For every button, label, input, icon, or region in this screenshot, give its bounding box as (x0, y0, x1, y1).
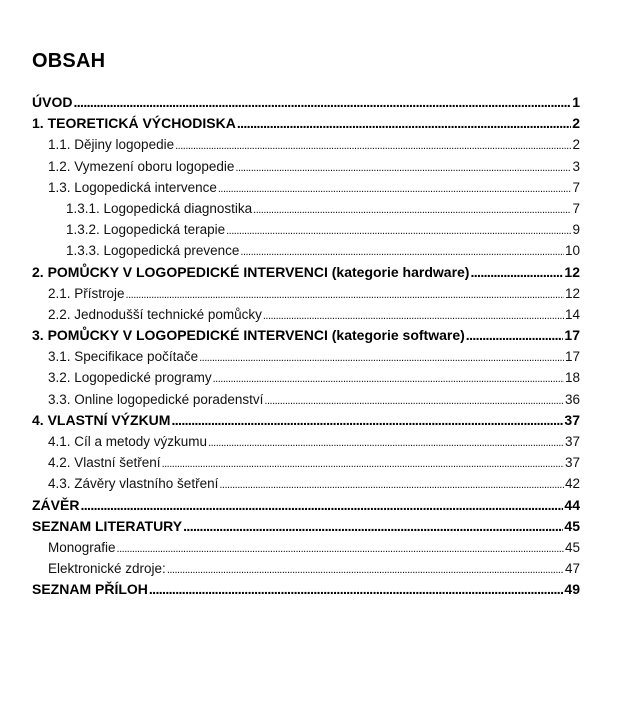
toc-entry-page-number: 36 (564, 391, 580, 407)
toc-entry-title: 1.3.2. Logopedická terapie (66, 222, 226, 238)
toc-entry (32, 367, 580, 388)
dot-leader (199, 346, 564, 367)
toc-entry-page-number: 42 (564, 476, 580, 492)
toc-entry-title: 1.3.1. Logopedická diagnostika (66, 200, 253, 216)
dot-leader (213, 367, 564, 388)
dot-leader (240, 240, 564, 261)
dot-leader (218, 177, 572, 198)
toc-entry-page-number: 37 (564, 455, 580, 471)
toc-entry-page-number: 45 (564, 539, 580, 555)
dot-leader (126, 283, 564, 304)
toc-entry-page-number: 2 (572, 115, 580, 132)
toc-entry-title: 1.3.3. Logopedická prevence (66, 243, 240, 259)
toc-entry-title: 2.2. Jednodušší technické pomůcky (48, 306, 262, 322)
dot-leader (80, 495, 563, 516)
toc-entry-page-number: 37 (564, 434, 580, 449)
toc-entry (32, 389, 580, 410)
toc-entry (32, 558, 580, 579)
toc-entry-page-number: 47 (564, 561, 580, 577)
toc-entry-page-number: 17 (564, 349, 580, 365)
dot-leader (162, 452, 564, 473)
toc-entry-title: Monografie (48, 539, 116, 555)
toc-entry-page-number: 3 (572, 158, 580, 174)
toc-entry-title: 3. POMŮCKY V LOGOPEDICKÉ INTERVENCI (kategorie software) (32, 327, 465, 344)
toc-entry-title: 4. VLASTNÍ VÝZKUM (32, 411, 171, 428)
dot-leader (183, 516, 563, 537)
toc-entry-title: 4.1. Cíl a metody výzkumu (48, 434, 208, 449)
toc-entry (32, 177, 580, 198)
toc-entry-page-number: 18 (564, 370, 580, 386)
toc-entry-page-number: 44 (564, 496, 580, 513)
dot-leader (171, 410, 563, 431)
toc-entry-title: 1.3. Logopedická intervence (48, 179, 217, 195)
toc-heading: OBSAH (32, 50, 106, 72)
toc-entry-title: SEZNAM LITERATURY (32, 517, 183, 534)
toc-entry-title: 2.1. Přístroje (48, 285, 125, 301)
toc-entry-page-number: 10 (564, 243, 580, 259)
toc-entry-page-number: 7 (572, 179, 580, 195)
toc-entry (32, 346, 580, 367)
toc-entry-title: 1.1. Dějiny logopedie (48, 137, 175, 153)
toc-entry-page-number: 1 (572, 94, 580, 110)
dot-leader (237, 113, 571, 134)
dot-leader (253, 198, 571, 219)
toc-entry (32, 92, 580, 113)
toc-entry (32, 516, 580, 537)
toc-entry (32, 283, 580, 304)
toc-entry-title: 2. POMŮCKY V LOGOPEDICKÉ INTERVENCI (kategorie hardware) (32, 263, 470, 280)
toc-entry (32, 113, 580, 134)
toc-entry-page-number: 2 (572, 137, 580, 153)
dot-leader (470, 262, 563, 283)
toc-entry-title: 1.2. Vymezení oboru logopedie (48, 158, 235, 174)
toc-entry-title: 3.2. Logopedické programy (48, 370, 212, 386)
toc-entry (32, 240, 580, 261)
toc-entry-page-number: 49 (564, 581, 580, 598)
toc-entry-title: ZÁVĚR (32, 496, 80, 513)
toc-entry-page-number: 7 (572, 200, 580, 216)
toc-entry-page-number: 9 (572, 222, 580, 238)
toc-entry (32, 262, 580, 283)
toc-entry (32, 495, 580, 516)
dot-leader (263, 304, 564, 325)
toc-entry (32, 134, 580, 155)
toc-entry (32, 156, 580, 177)
toc-entry (32, 431, 580, 452)
toc-entry-title: SEZNAM PŘÍLOH (32, 581, 148, 598)
toc-entry (32, 579, 580, 600)
dot-leader (167, 558, 564, 579)
toc-entry-title: 4.2. Vlastní šetření (48, 455, 161, 471)
toc-entry-page-number: 37 (564, 411, 580, 428)
dot-leader (117, 537, 564, 558)
dot-leader (73, 92, 571, 113)
toc-entry-page-number: 12 (564, 263, 580, 280)
dot-leader (149, 579, 564, 600)
toc-entry-title: Elektronické zdroje: (48, 561, 166, 577)
toc-entry (32, 198, 580, 219)
dot-leader (226, 219, 571, 240)
toc-entry (32, 304, 580, 325)
toc-entry-title: 3.1. Specifikace počítače (48, 349, 199, 365)
dot-leader (175, 134, 571, 155)
dot-leader (264, 389, 564, 410)
toc-entry-page-number: 12 (564, 285, 580, 301)
dot-leader (208, 431, 564, 452)
dot-leader (466, 325, 564, 346)
toc-entry (32, 325, 580, 346)
toc-entry (32, 219, 580, 240)
toc-entry-title: 4.3. Závěry vlastního šetření (48, 476, 219, 492)
dot-leader (235, 156, 571, 177)
toc-entry-page-number: 17 (564, 327, 580, 344)
toc-entry-page-number: 45 (564, 517, 580, 534)
toc-entry (32, 410, 580, 431)
dot-leader (219, 473, 564, 494)
toc-entry (32, 452, 580, 473)
toc-entry (32, 473, 580, 494)
toc-entry-title: 3.3. Online logopedické poradenství (48, 391, 264, 407)
toc-entry-page-number: 14 (564, 306, 580, 322)
table-of-contents (32, 92, 580, 601)
toc-entry-title: 1. TEORETICKÁ VÝCHODISKA (32, 115, 236, 132)
toc-entry (32, 537, 580, 558)
toc-entry-title: ÚVOD (32, 94, 73, 110)
